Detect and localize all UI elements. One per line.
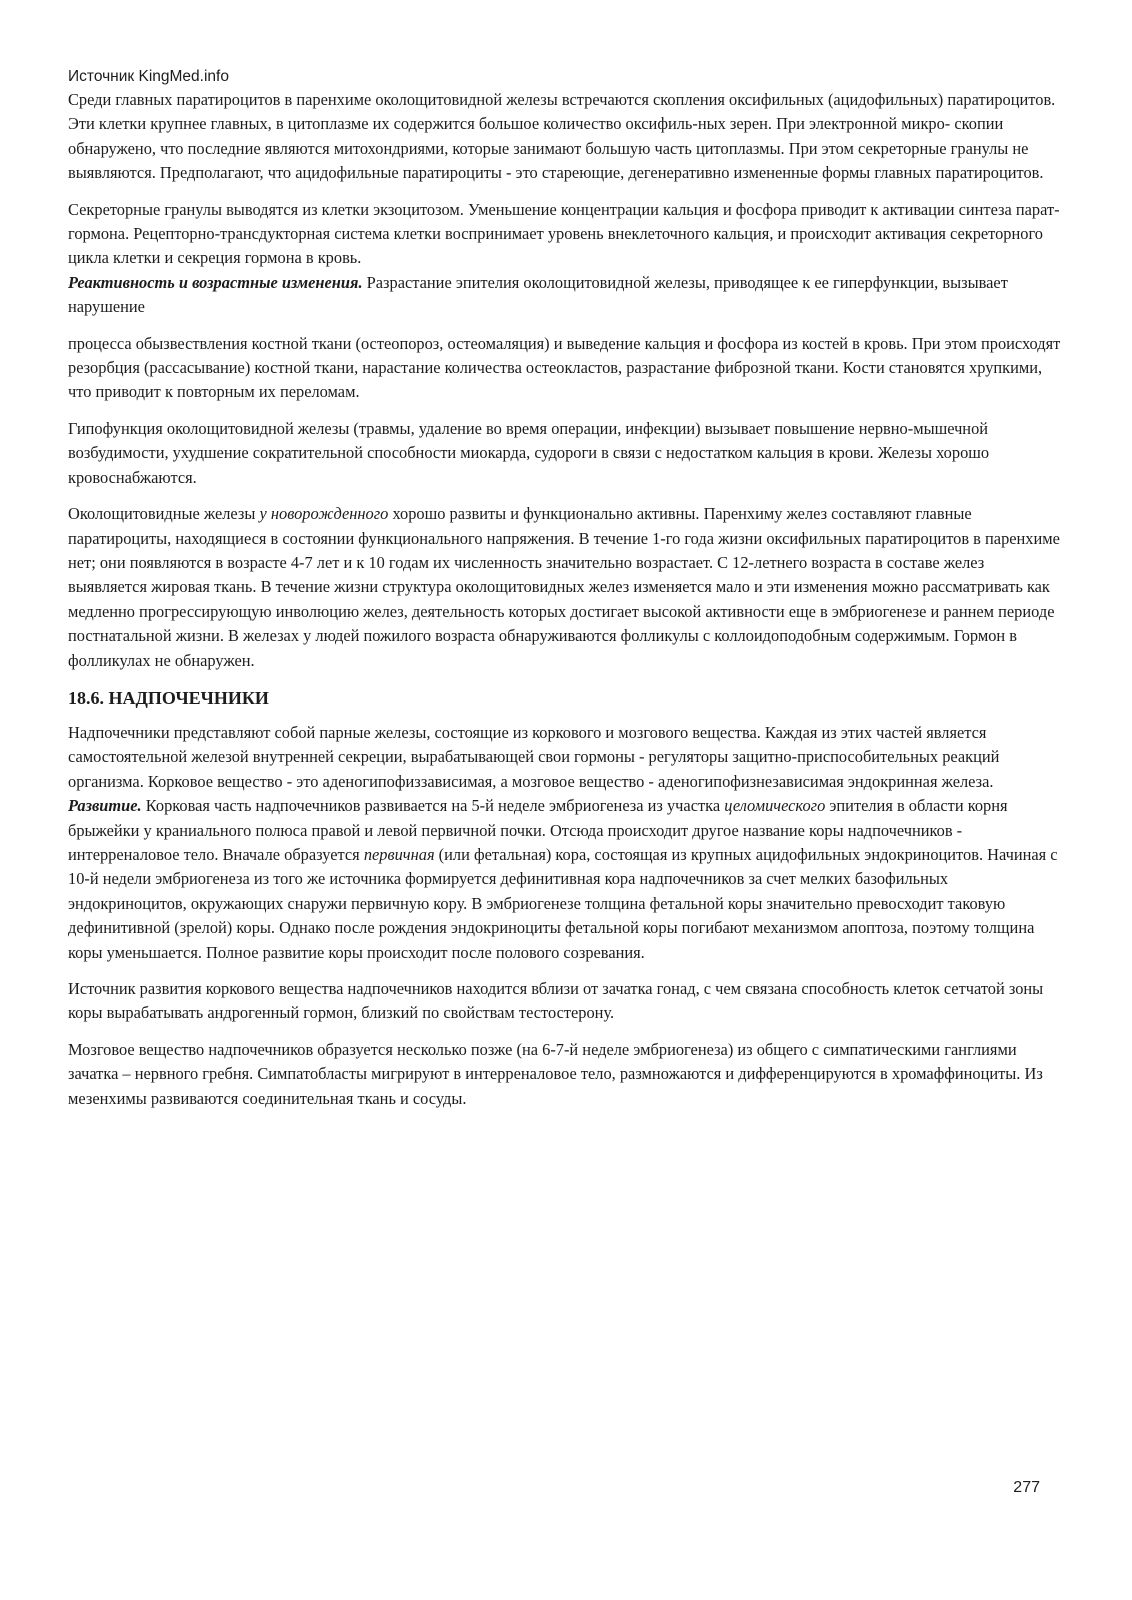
development-text-a: Корковая часть надпочечников развивается на 5-й неделе эмбриогенеза из участка [141,796,725,816]
development-italic-primary: первичная [363,844,435,864]
paragraph-newborn [68,502,1064,673]
section-title: 18.6. НАДПОЧЕЧНИКИ [68,687,269,708]
paragraph-cortex-source: Источник развития коркового вещества надпочечников находится вблизи от зачатка гонад, с чем связана способность клеток сетчатой зоны коры вырабатывать андрогенный гормон, близкий по свойствам тестостерону. [68,979,1044,1023]
paragraph-medulla: Мозговое вещество надпочечников образуется несколько позже (на 6-7-й неделе эмбриогенеза) из общего с симпатическими ганглиями зачатка – нервного гребня. Симпатобласты мигрируют в интерреналовое тело, размножаются и дифференцируются в хромаффиноциты. Из мезенхимы развиваются соединительная ткань и сосуды. [68,1039,1043,1108]
development-text-c: (или фетальная) кора, состоящая из крупных ацидофильных эндокриноцитов. Начиная с 10-й недели эмбриогенеза из того же источника формируется дефинитивная кора надпочечников за счет мелких базофильных эндокриноцитов, окружающих снаружи первичную кору. В эмбриогенезе толщина фетальной коры значительно превосходит таковую дефинитивной (зрелой) коры. Однако после рождения эндокриноциты фетальной коры погибают механизмом апоптоза, поэтому толщина коры уменьшается. Полное развитие коры происходит после полового созревания. [68,844,1058,962]
reactivity-text: Разрастание эпителия околощитовидной железы, приводящее к ее гиперфункции, вызывает нарушение [68,272,1008,317]
paragraph-reactivity [68,271,1064,320]
paragraph-hypofunction: Гипофункция околощитовидной железы (травмы, удаление во время операции, инфекции) вызывает повышение нервно-мышечной возбудимости, ухудшение сократительной способности миокарда, судороги в связи с недостатком кальция в крови. Железы хорошо кровоснабжаются. [68,418,990,487]
newborn-text-start: Околощитовидные железы [68,504,260,524]
source-header: Источник KingMed.info [68,68,229,85]
reactivity-heading: Реактивность и возрастные изменения. [68,272,363,292]
paragraph-bone-calcification: процесса обызвествления костной ткани (остеопороз, остеомаляция) и выведение кальция и фосфора из костей в кровь. При этом происходят резорбция (рассасывание) костной ткани, нарастание количества остеокластов, разрастание фиброзной ткани. Кости становятся хрупкими, что приводит к повторным их переломам. [68,333,1061,402]
paragraph-adrenal-intro: Надпочечники представляют собой парные железы, состоящие из коркового и мозгового вещества. Каждая из этих частей является самостоятельной железой внутренней секреции, вырабатывающей свои гормоны - регуляторы защитно-приспособительных реакций организма. Корковое вещество - это аденогипофиззависимая, а мозговое вещество - аденогипофизнезависимая эндокринная железа. [68,722,1000,791]
development-italic-coelomic: целомического [724,796,826,816]
development-heading: Развитие. [68,796,142,816]
development-text-b: эпителия в области корня брыжейки у краниального полюса правой и левой первичной почки. Отсюда происходит другое название коры надпочечников - интерреналовое тело. Вначале образуется [68,796,1008,864]
newborn-italic: у новорожденного [259,504,389,524]
paragraph-development [68,794,1064,965]
page-number: 277 [1013,1479,1040,1496]
paragraph-oxyphilic-cells: Среди главных паратироцитов в паренхиме околощитовидной железы встречаются скопления оксифильных (ацидофильных) паратироцитов. Эти клетки крупнее главных, в цитоплазме их содержится большое количество оксифиль-ных зерен. При электронной микро- скопии обнаружено, что последние являются митохондриями, которые занимают большую часть цитоплазмы. При этом секреторные гранулы не выявляются. Предполагают, что ацидофильные паратироциты - это стареющие, дегенеративно измененные формы главных паратироцитов. [68,90,1056,183]
paragraph-secretion: Секреторные гранулы выводятся из клетки экзоцитозом. Уменьшение концентрации кальция и фосфора приводит к активации синтеза парат-гормона. Рецепторно-трансдукторная система клетки воспринимает уровень внеклеточного кальция, и происходит активация секреторного цикла клетки и секреция гормона в кровь. [68,199,1060,268]
newborn-text-rest: хорошо развиты и функционально активны. Паренхиму желез составляют главные паратироциты, находящиеся в состоянии функционального напряжения. В течение 1-го года жизни оксифильных паратироцитов в паренхиме нет; они появляются в возрасте 4-7 лет и к 10 годам их численность значительно возрастает. С 12-летнего возраста в составе желез выявляется жировая ткань. В течение жизни структура околощитовидных желез изменяется мало и эти изменения можно рассматривать как медленно прогрессирующую инволюцию желез, деятельность которых достигает высокой активности еще в эмбриогенезе и раннем периоде постнатальной жизни. В железах у людей пожилого возраста обнаруживаются фолликулы с коллоидоподобным содержимым. Гормон в фолликулах не обнаружен. [68,504,1060,670]
